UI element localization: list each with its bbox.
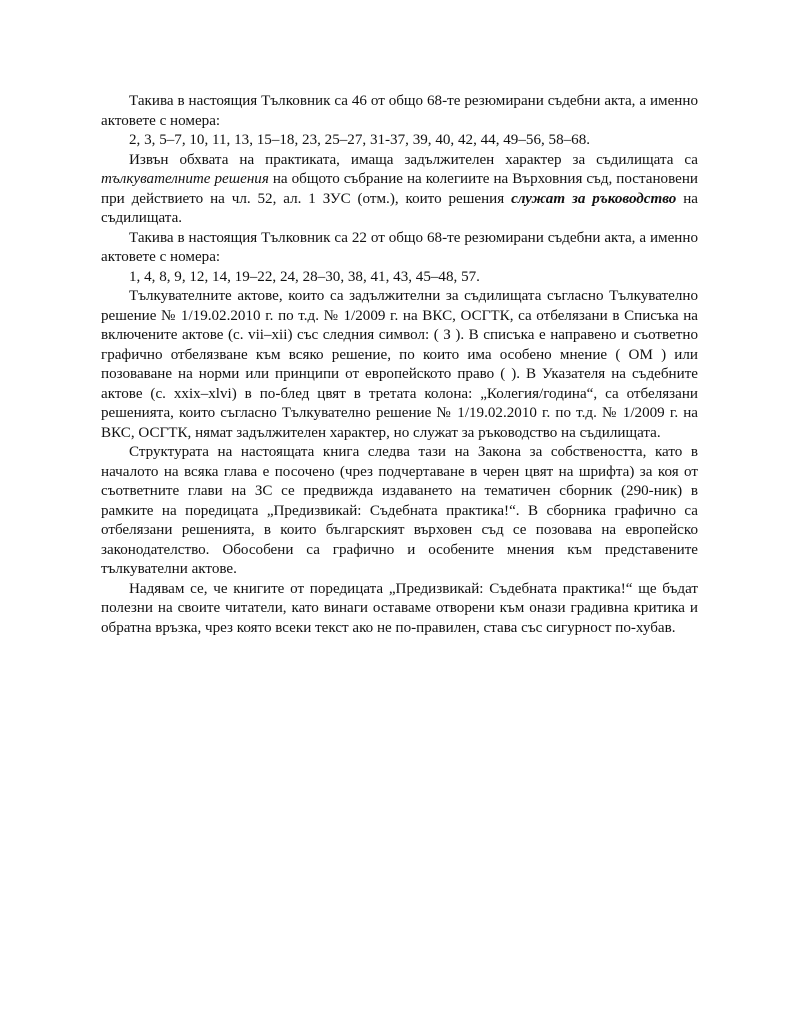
paragraph-closing: Надявам се, че книгите от поредицата „Предизвикай: Съдебната практика!“ ще бъдат полезни на своите читатели, като винаги оставаме отворени към онази градивна критика и обратна връзка, чрез която всеки текст ако не по-правилен, става със сигурност по-хубав.	[101, 580, 698, 636]
text-run: Извън обхвата на практиката, имаща задължителен характер за съдилищата са	[129, 151, 698, 168]
italic-term: тълкувателните решения	[101, 171, 269, 187]
paragraph-binding-acts-numbers: 2, 3, 5–7, 10, 11, 13, 15–18, 23, 25–27, 31-37, 39, 40, 42, 44, 49–56, 58–68.	[129, 132, 591, 148]
bold-italic-term: служат за ръководство	[511, 190, 677, 207]
text-run: на общото събрание на колегиите на Върховния съд, постановени при действието на чл. 52, ал. 1 ЗУС (отм.), които решения	[101, 171, 698, 207]
paragraph-guidance-acts-count: Такива в настоящия Тълковник са 22 от общо 68-те резюмирани съдебни акта, а именно актовете с номера:	[101, 229, 698, 265]
paragraph-binding-acts-count: Такива в настоящия Тълковник са 46 от общо 68-те резюмирани съдебни акта, а именно актовете с номера:	[101, 93, 698, 129]
paragraph-book-structure: Структурата на настоящата книга следва тази на Закона за собствеността, като в началото на всяка глава е посочено (чрез подчертаване в черен цвят на шрифта) за коя от съответните глави на ЗС се предвижда издаването на тематичен сборник (290-ник) в рамките на поредицата „Предизвикай: Съдебната практика!“. В сборника графично са отбелязани решенията, в които българският върховен съд се позовава на европейско законодателство. Обособени са графично и особените мнения към представените тълкувателни актове.	[101, 444, 698, 577]
text-run: на съдилищата.	[101, 190, 698, 226]
paragraph-marking-explanation: Тълкувателните актове, които са задължителни за съдилищата съгласно Тълкувателно решение № 1/19.02.2010 г. по т.д. № 1/2009 г. на ВКС, ОСГТК, са отбелязани в Списъка на включените актове (с. vii–xii) със следния символ: ( З ). В списъка е направено и съответно графично отбелязване към всяко решение, по които има особено мнение ( ОМ ) или позоваване на норми или принципи от европейското право ( ). В Указателя на съдебните актове (с. xxix–xlvi) в по-блед цвят в третата колона: „Колегия/година“, са отбелязани решенията, които съгласно Тълкувателно решение № 1/19.02.2010 г. по т.д. № 1/2009 г. на ВКС, ОСГТК, нямат задължителен характер, но служат за ръководство на съдилищата.	[101, 288, 698, 441]
paragraph-guidance-acts-numbers: 1, 4, 8, 9, 12, 14, 19–22, 24, 28–30, 38, 41, 43, 45–48, 57.	[129, 268, 480, 285]
paragraph-interpretative-decisions	[101, 151, 698, 229]
page-body	[101, 92, 698, 638]
